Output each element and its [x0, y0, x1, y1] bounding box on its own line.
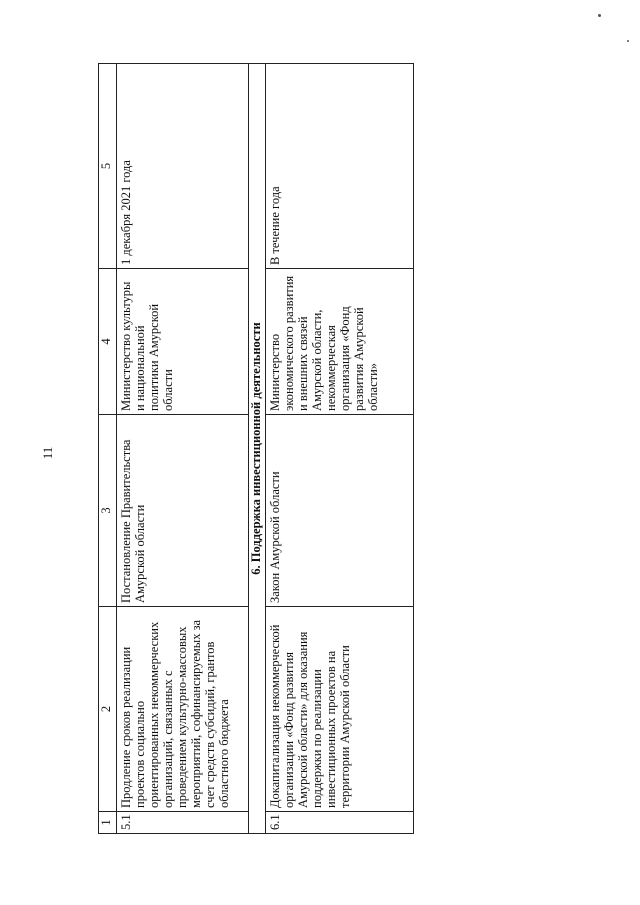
- responsible-cell: Министерство культуры и национальной политики Амурской области: [117, 269, 249, 415]
- table-row: [117, 64, 249, 834]
- page-number: 11: [40, 446, 55, 460]
- section-title: 6. Поддержка инвестиционной деятельности: [249, 64, 265, 834]
- deadline-cell: В течение года: [265, 64, 414, 269]
- table-header-row: [99, 64, 117, 834]
- column-header: 5: [99, 64, 117, 269]
- column-header: 4: [99, 269, 117, 415]
- table-row: [265, 64, 414, 834]
- column-header: 1: [99, 812, 117, 834]
- measures-table: [98, 63, 414, 834]
- measure-cell: Докапитализация некоммерческой организации «Фонд развития Амурской области» для оказания поддержки по реализации инвестиционных проектов на территории Амурской области: [265, 607, 414, 812]
- deadline-cell: 1 декабря 2021 года: [117, 64, 249, 269]
- document-cell: Закон Амурской области: [265, 415, 414, 607]
- column-header: 2: [99, 607, 117, 812]
- row-number: 5.1: [117, 812, 249, 834]
- responsible-cell: Министерство экономического развития и внешних связей Амурской области, некоммерческая организация «Фонд развития Амурской области»: [265, 269, 414, 415]
- document-cell: Постановление Правительства Амурской области: [117, 415, 249, 607]
- measure-cell: Продление сроков реализации проектов социально ориентированных некоммерческих организаций, связанных с проведением культурно-массовых мероприятий, софинансируемых за счет средств субсидий, грантов областного бюджета: [117, 607, 249, 812]
- section-row: [249, 64, 265, 834]
- scan-speck: [627, 40, 629, 42]
- rotated-table-container: [98, 64, 414, 834]
- column-header: 3: [99, 415, 117, 607]
- scan-speck: [598, 14, 601, 17]
- row-number: 6.1: [265, 812, 414, 834]
